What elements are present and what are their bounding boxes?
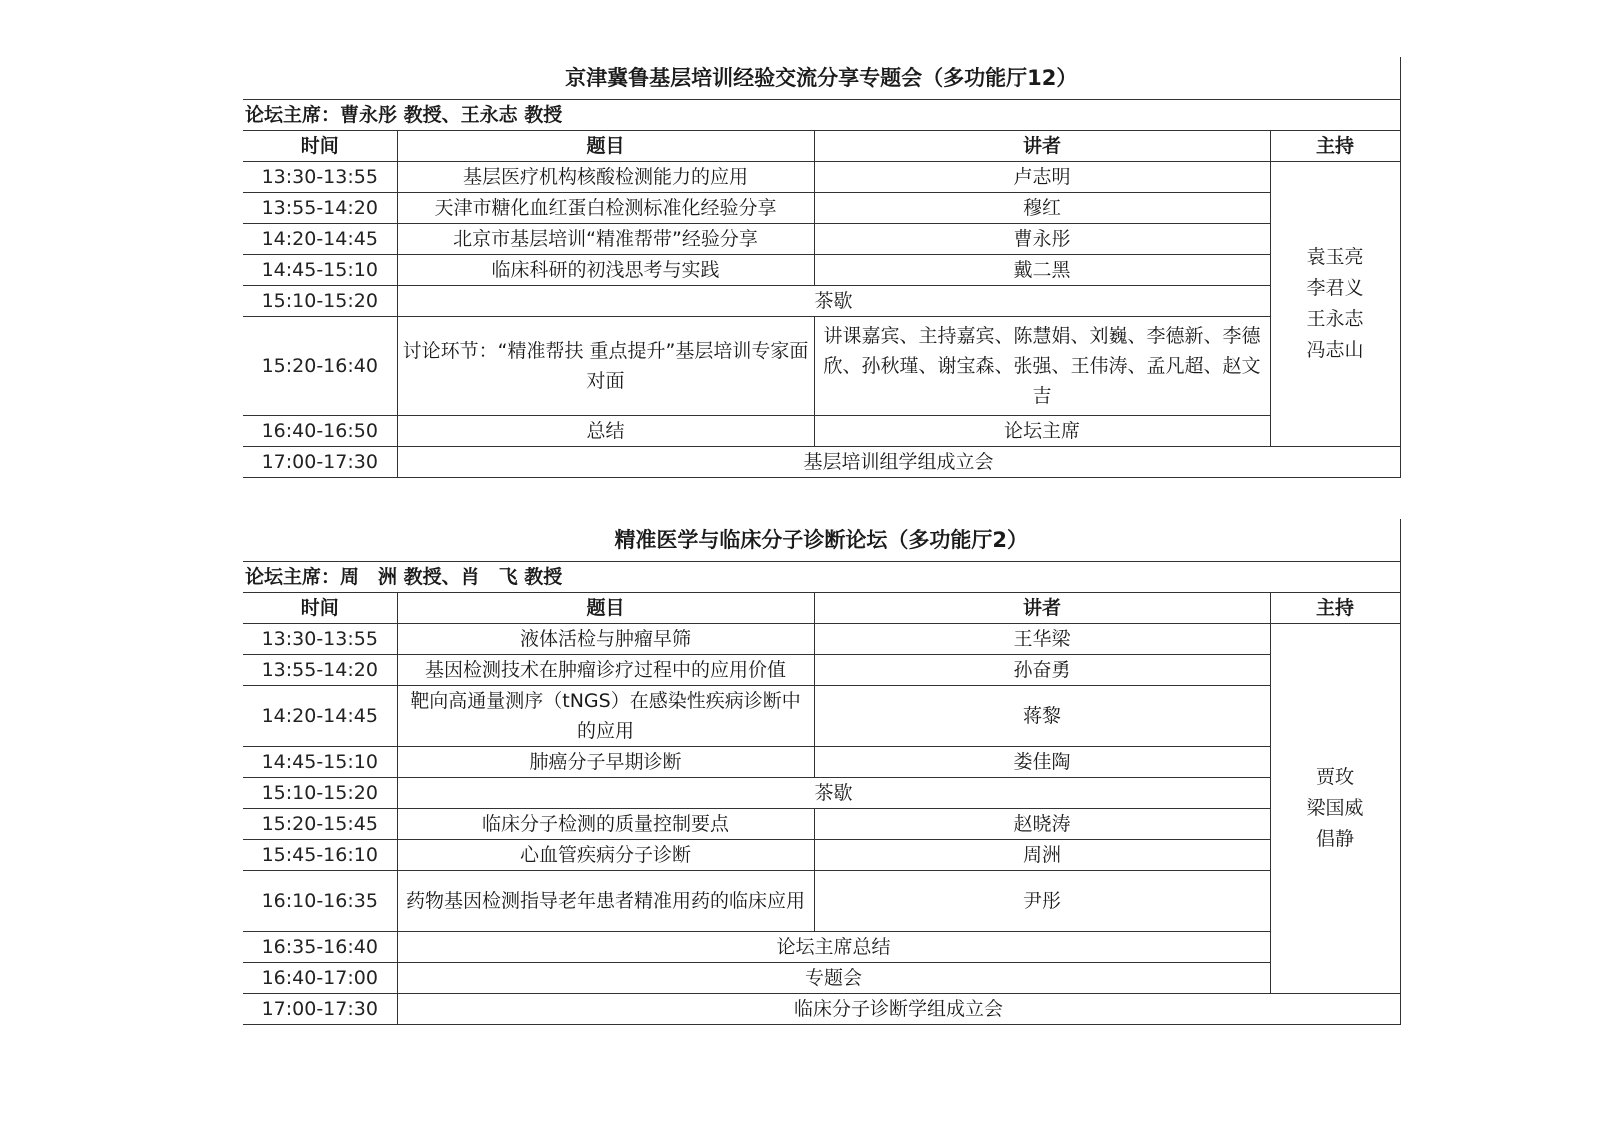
table-row bbox=[243, 447, 1400, 478]
table-row bbox=[243, 809, 1400, 840]
table-row bbox=[243, 162, 1400, 193]
row-speaker: 王华梁 bbox=[814, 624, 1270, 655]
row-time: 13:55-14:20 bbox=[243, 193, 397, 224]
row-time: 13:30-13:55 bbox=[243, 624, 397, 655]
table-row bbox=[243, 778, 1400, 809]
row-time: 15:10-15:20 bbox=[243, 778, 397, 809]
row-topic: 总结 bbox=[397, 416, 814, 447]
row-time: 14:20-14:45 bbox=[243, 686, 397, 747]
row-topic: 液体活检与肿瘤早筛 bbox=[397, 624, 814, 655]
header-host: 主持 bbox=[1270, 131, 1400, 162]
row-speaker: 论坛主席 bbox=[814, 416, 1270, 447]
row-topic: 靶向高通量测序（tNGS）在感染性疾病诊断中的应用 bbox=[397, 686, 814, 747]
table-row bbox=[243, 994, 1400, 1025]
row-time: 16:35-16:40 bbox=[243, 932, 397, 963]
row-time: 14:45-15:10 bbox=[243, 747, 397, 778]
row-topic: 肺癌分子早期诊断 bbox=[397, 747, 814, 778]
row-time: 15:10-15:20 bbox=[243, 286, 397, 317]
forum-chairs: 论坛主席：周 洲 教授、肖 飞 教授 bbox=[243, 562, 1400, 593]
row-event: 临床分子诊断学组成立会 bbox=[397, 994, 1400, 1025]
header-topic: 题目 bbox=[397, 131, 814, 162]
row-topic: 心血管疾病分子诊断 bbox=[397, 840, 814, 871]
table-row bbox=[243, 624, 1400, 655]
row-speaker: 孙奋勇 bbox=[814, 655, 1270, 686]
row-time: 13:30-13:55 bbox=[243, 162, 397, 193]
row-topic: 临床分子检测的质量控制要点 bbox=[397, 809, 814, 840]
row-topic: 北京市基层培训“精准帮带”经验分享 bbox=[397, 224, 814, 255]
row-speaker: 卢志明 bbox=[814, 162, 1270, 193]
row-speaker: 尹彤 bbox=[814, 871, 1270, 932]
schedule-table-2 bbox=[243, 519, 1401, 1025]
schedule-table-1 bbox=[243, 57, 1401, 478]
row-time: 17:00-17:30 bbox=[243, 994, 397, 1025]
row-topic: 讨论环节：“精准帮扶 重点提升”基层培训专家面对面 bbox=[397, 317, 814, 416]
row-break: 茶歇 bbox=[397, 778, 1270, 809]
table-row bbox=[243, 224, 1400, 255]
session-title: 京津冀鲁基层培训经验交流分享专题会（多功能厅12） bbox=[243, 57, 1400, 100]
row-speaker: 穆红 bbox=[814, 193, 1270, 224]
row-event: 基层培训组学组成立会 bbox=[397, 447, 1400, 478]
row-time: 17:00-17:30 bbox=[243, 447, 397, 478]
header-topic: 题目 bbox=[397, 593, 814, 624]
header-speaker: 讲者 bbox=[814, 593, 1270, 624]
row-speaker: 曹永彤 bbox=[814, 224, 1270, 255]
session-title: 精准医学与临床分子诊断论坛（多功能厅2） bbox=[243, 519, 1400, 562]
row-topic: 临床科研的初浅思考与实践 bbox=[397, 255, 814, 286]
row-topic: 基层医疗机构核酸检测能力的应用 bbox=[397, 162, 814, 193]
host-name: 倡静 bbox=[1315, 828, 1354, 850]
row-topic: 基因检测技术在肿瘤诊疗过程中的应用价值 bbox=[397, 655, 814, 686]
table-row bbox=[243, 840, 1400, 871]
row-topic: 天津市糖化血红蛋白检测标准化经验分享 bbox=[397, 193, 814, 224]
row-speaker: 赵晓涛 bbox=[814, 809, 1270, 840]
row-time: 16:40-17:00 bbox=[243, 963, 397, 994]
header-time: 时间 bbox=[243, 593, 397, 624]
host-name: 梁国威 bbox=[1306, 797, 1364, 819]
host-name: 李君义 bbox=[1306, 277, 1364, 299]
row-speaker: 戴二黑 bbox=[814, 255, 1270, 286]
row-speaker: 娄佳陶 bbox=[814, 747, 1270, 778]
table-row bbox=[243, 871, 1400, 932]
host-cell bbox=[1270, 162, 1400, 447]
host-name: 冯志山 bbox=[1306, 339, 1364, 361]
table-row bbox=[243, 255, 1400, 286]
table-row bbox=[243, 963, 1400, 994]
row-speaker: 讲课嘉宾、主持嘉宾、陈慧娟、刘巍、李德新、李德欣、孙秋瑾、谢宝森、张强、王伟涛、孟凡超、赵文吉 bbox=[814, 317, 1270, 416]
table-row bbox=[243, 286, 1400, 317]
row-time: 15:20-16:40 bbox=[243, 317, 397, 416]
row-break: 茶歇 bbox=[397, 286, 1270, 317]
table-row bbox=[243, 747, 1400, 778]
forum-chairs: 论坛主席：曹永彤 教授、王永志 教授 bbox=[243, 100, 1400, 131]
row-topic: 药物基因检测指导老年患者精准用药的临床应用 bbox=[397, 871, 814, 932]
header-speaker: 讲者 bbox=[814, 131, 1270, 162]
row-time: 16:40-16:50 bbox=[243, 416, 397, 447]
table-row bbox=[243, 317, 1400, 416]
table-row bbox=[243, 932, 1400, 963]
row-speaker: 蒋黎 bbox=[814, 686, 1270, 747]
row-time: 16:10-16:35 bbox=[243, 871, 397, 932]
row-time: 14:20-14:45 bbox=[243, 224, 397, 255]
host-name: 贾玫 bbox=[1315, 766, 1354, 788]
table-row bbox=[243, 193, 1400, 224]
row-summary: 论坛主席总结 bbox=[397, 932, 1270, 963]
row-time: 15:45-16:10 bbox=[243, 840, 397, 871]
header-time: 时间 bbox=[243, 131, 397, 162]
header-host: 主持 bbox=[1270, 593, 1400, 624]
host-name: 王永志 bbox=[1306, 308, 1364, 330]
row-time: 13:55-14:20 bbox=[243, 655, 397, 686]
table-row bbox=[243, 416, 1400, 447]
table-row bbox=[243, 655, 1400, 686]
row-time: 15:20-15:45 bbox=[243, 809, 397, 840]
row-time: 14:45-15:10 bbox=[243, 255, 397, 286]
host-name: 袁玉亮 bbox=[1306, 246, 1364, 268]
host-cell bbox=[1270, 624, 1400, 994]
table-row bbox=[243, 686, 1400, 747]
row-speaker: 周洲 bbox=[814, 840, 1270, 871]
row-event: 专题会 bbox=[397, 963, 1270, 994]
